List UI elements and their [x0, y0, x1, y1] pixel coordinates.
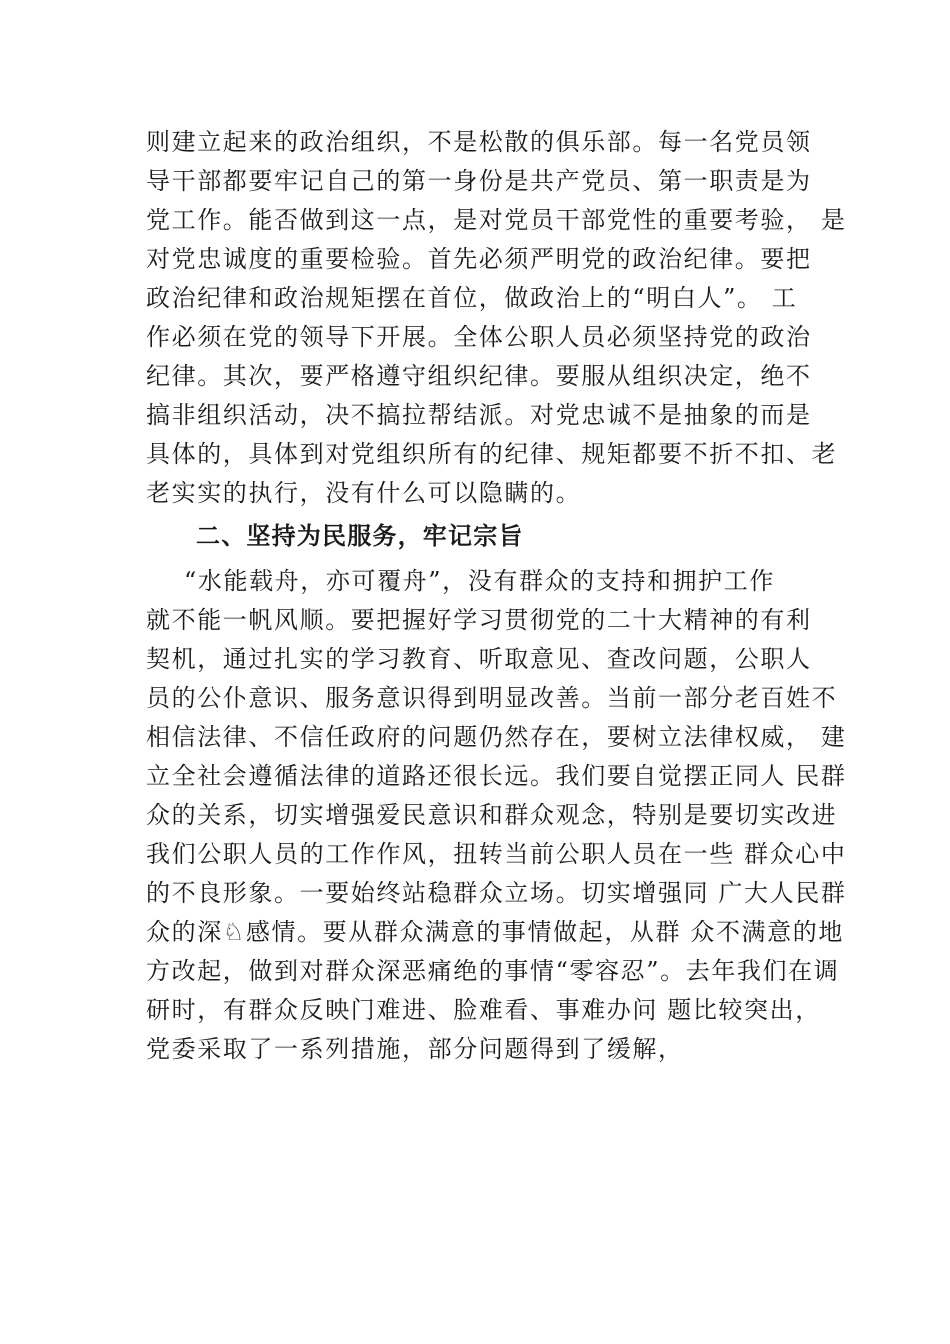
paragraph-line: 导干部都要牢记自己的第一身份是共产党员、第一职责是为 [146, 167, 812, 195]
paragraph-line: “水能载舟，亦可覆舟”，没有群众的支持和拥护工作 [184, 567, 775, 595]
paragraph-line: 方改起，做到对群众深恶痛绝的事情“零容忍”。去年我们在调 [146, 957, 840, 985]
paragraph-line: 作必须在党的领导下开展。全体公职人员必须坚持党的政治 [146, 323, 812, 351]
paragraph-line: 众的关系，切实增强爱民意识和群众观念，特别是要切实改进 [146, 801, 838, 829]
paragraph-line: 则建立起来的政治组织，不是松散的俱乐部。每一名党员领 [146, 128, 812, 156]
paragraph-line: 老实实的执行，没有什么可以隐瞒的。 [146, 479, 582, 507]
paragraph-line: 员的公仆意识、服务意识得到明显改善。当前一部分老百姓不 [146, 684, 838, 712]
paragraph-line: 研时，有群众反映门难进、脸难看、事难办问 题比较突出， [146, 996, 821, 1024]
paragraph-line: 众的深♘感情。要从群众满意的事情做起，从群 众不满意的地 [146, 918, 844, 946]
paragraph-line: 就不能一帆风顺。要把握好学习贯彻党的二十大精神的有利 [146, 606, 812, 634]
paragraph-line: 政治纪律和政治规矩摆在首位，做政治上的“明白人”。 工 [146, 284, 798, 312]
paragraph-line: 我们公职人员的工作作风，扭转当前公职人员在一些 群众心中 [146, 840, 847, 868]
paragraph-line: 相信法律、不信任政府的问题仍然存在，要树立法律权威， 建 [146, 723, 847, 751]
paragraph-line: 党工作。能否做到这一点，是对党员干部党性的重要考验， 是 [146, 206, 847, 234]
paragraph-line: 党委采取了一系列措施，部分问题得到了缓解， [146, 1035, 684, 1063]
paragraph-line: 的不良形象。一要始终站稳群众立场。切实增强同 广大人民群 [146, 879, 847, 907]
section-heading: 二、坚持为民服务，牢记宗旨 [196, 522, 524, 550]
paragraph-line: 契机，通过扎实的学习教育、听取意见、查改问题，公职人 [146, 645, 812, 673]
paragraph-line: 纪律。其次，要严格遵守组织纪律。要服从组织决定，绝不 [146, 362, 812, 390]
paragraph-line: 搞非组织活动，决不搞拉帮结派。对党忠诚不是抽象的而是 [146, 401, 812, 429]
paragraph-line: 具体的，具体到对党组织所有的纪律、规矩都要不折不扣、老 [146, 440, 838, 468]
paragraph-line: 对党忠诚度的重要检验。首先必须严明党的政治纪律。要把 [146, 245, 812, 273]
paragraph-line: 立全社会遵循法律的道路还很长远。我们要自觉摆正同人 民群 [146, 762, 847, 790]
